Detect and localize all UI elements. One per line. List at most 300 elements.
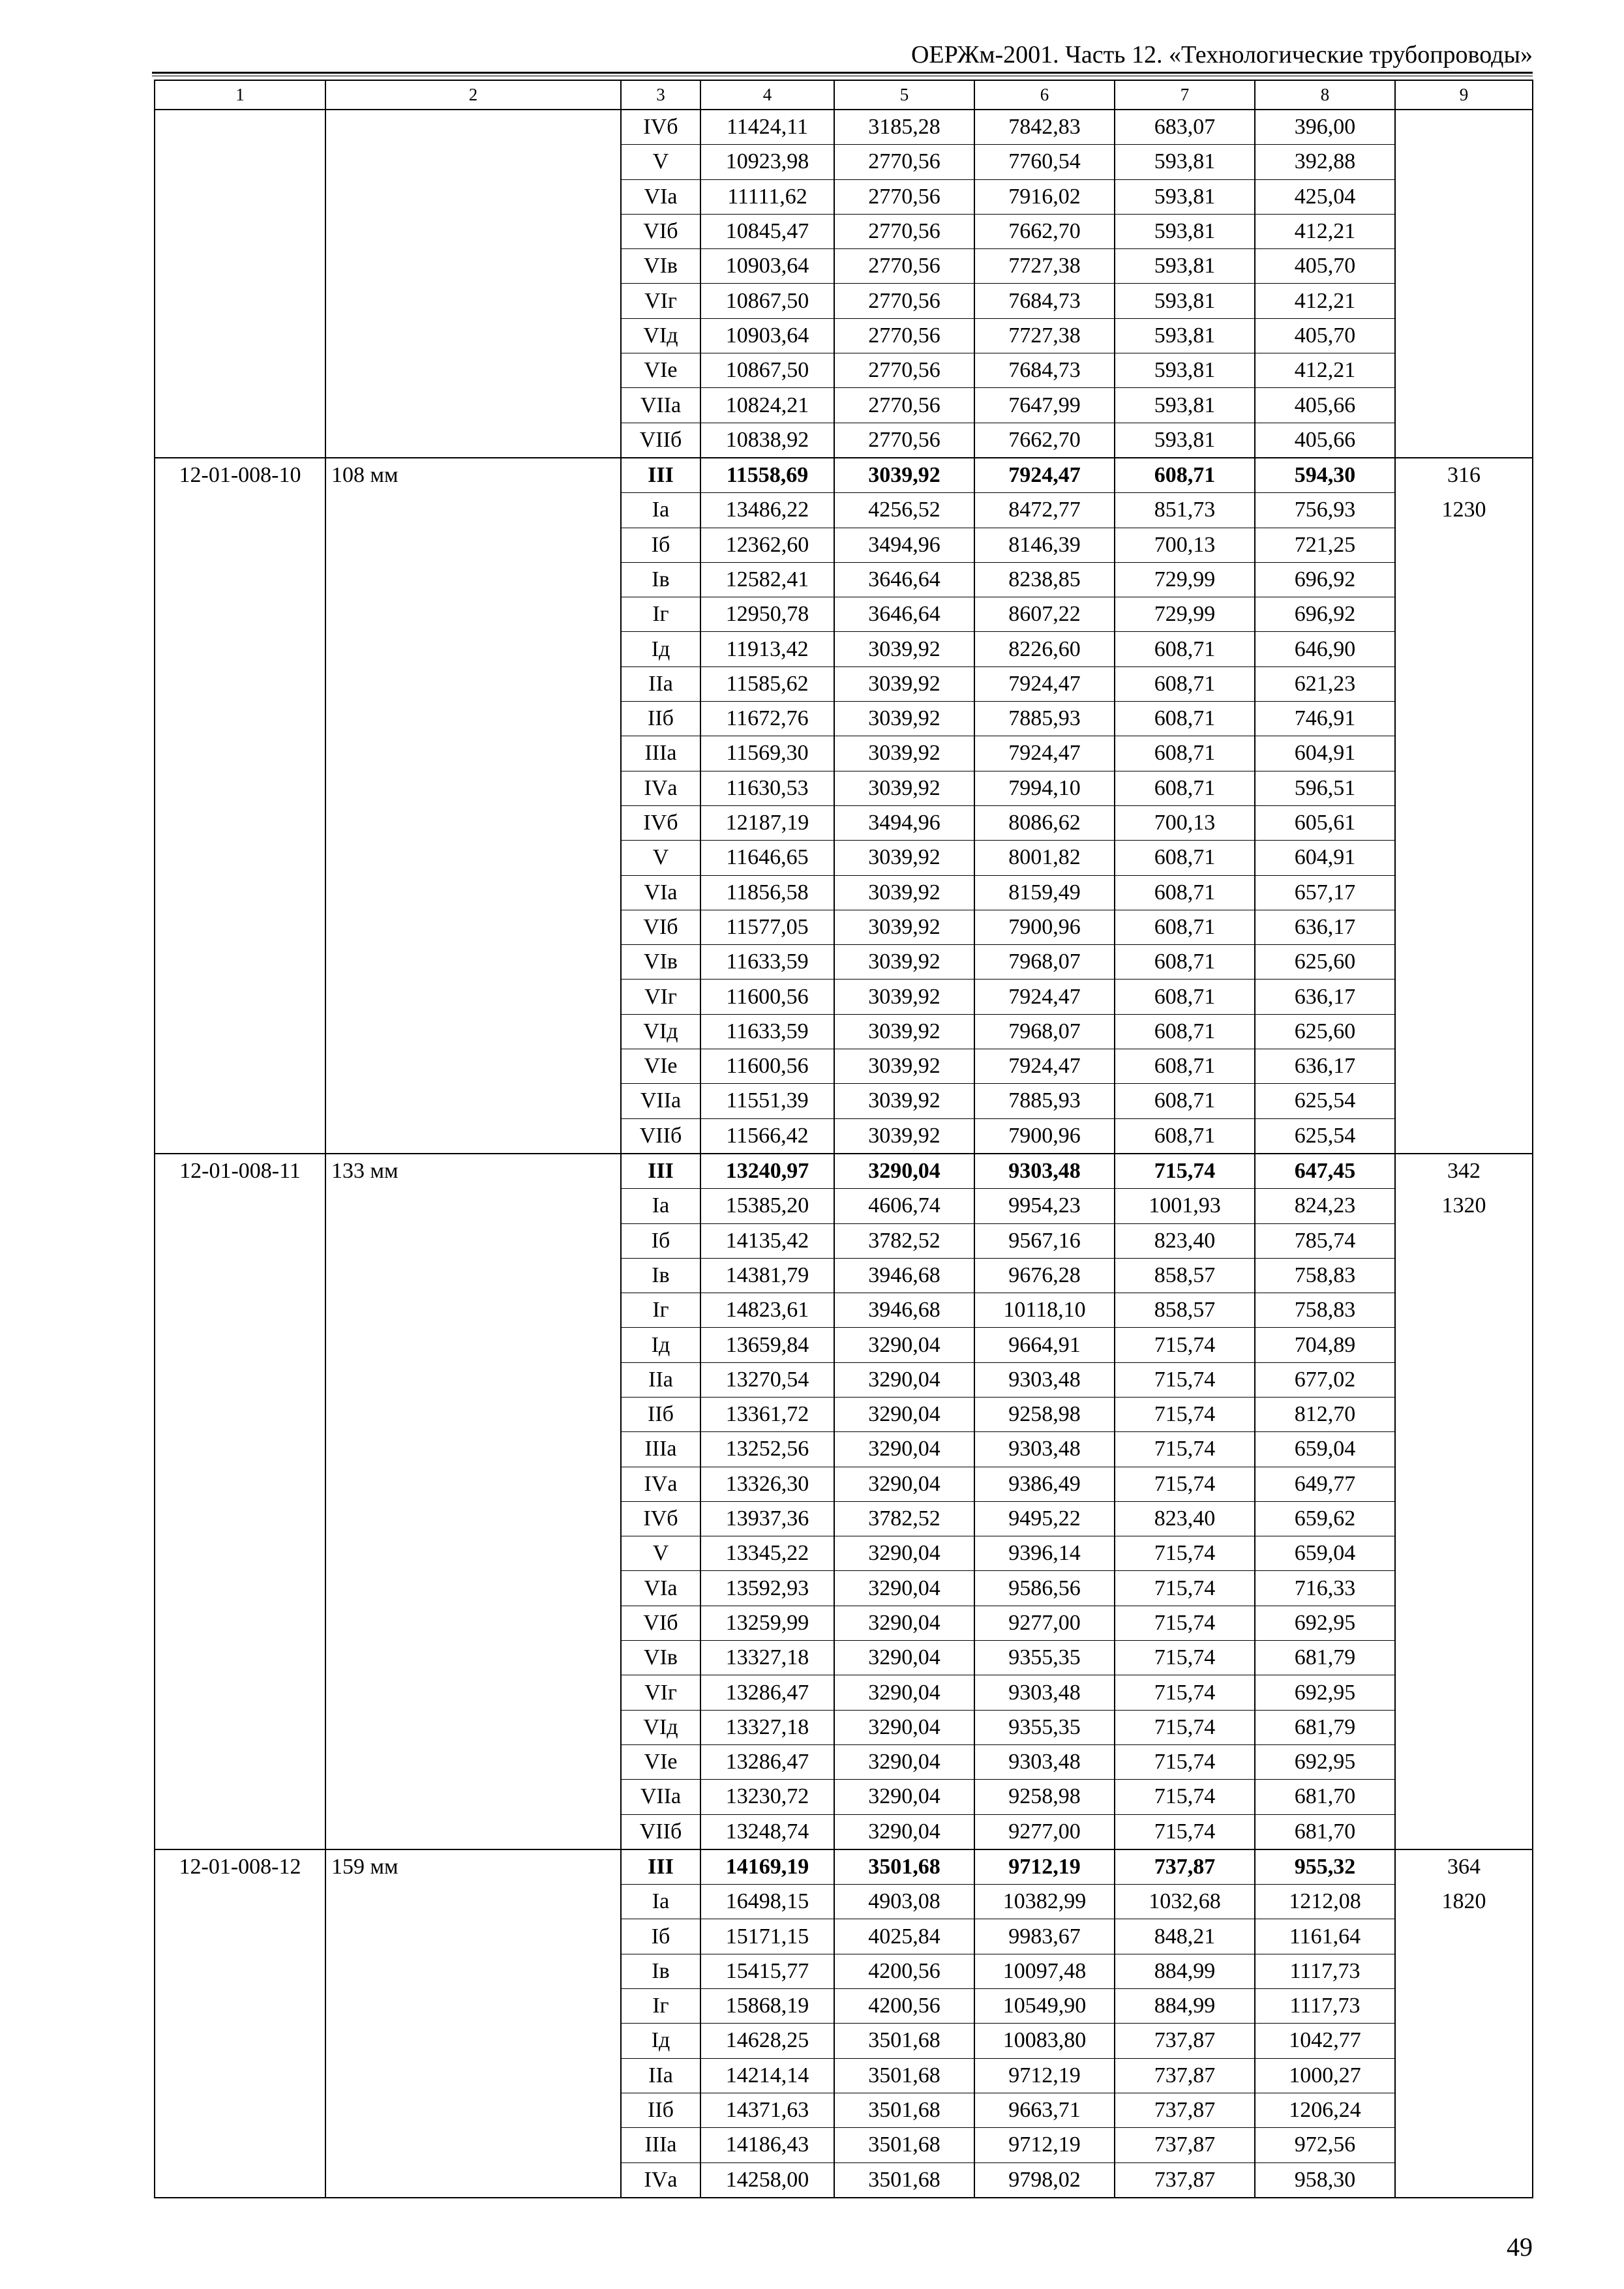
table-row [155, 318, 1533, 353]
table-row [155, 702, 1533, 736]
labor-cell [1395, 145, 1533, 179]
code-cell [155, 597, 325, 632]
table-row [155, 1084, 1533, 1118]
labor-cell [1395, 666, 1533, 701]
labor-cell [1395, 1328, 1533, 1362]
description-cell [325, 875, 621, 910]
wages-cell: 2770,56 [834, 214, 974, 248]
cost-total-cell: 12187,19 [700, 805, 834, 840]
drivers-wages-cell: 884,99 [1115, 1989, 1255, 2024]
machines-cell: 8159,49 [974, 875, 1115, 910]
code-cell [155, 1189, 325, 1223]
machines-cell: 7900,96 [974, 1118, 1115, 1154]
machines-cell: 8226,60 [974, 632, 1115, 666]
description-cell [325, 1606, 621, 1640]
materials-cell: 625,54 [1255, 1118, 1395, 1154]
wages-cell: 3494,96 [834, 528, 974, 562]
code-cell [155, 1432, 325, 1467]
description-cell [325, 1641, 621, 1675]
price-table [154, 80, 1533, 2198]
drivers-wages-cell: 608,71 [1115, 702, 1255, 736]
wages-cell: 2770,56 [834, 388, 974, 423]
drivers-wages-cell: 715,74 [1115, 1814, 1255, 1849]
table-row [155, 562, 1533, 597]
zone-cell: Iд [621, 1328, 700, 1362]
zone-cell: IVб [621, 110, 700, 145]
table-row [155, 1849, 1533, 1885]
description-cell [325, 2128, 621, 2162]
labor-cell [1395, 632, 1533, 666]
code-cell [155, 875, 325, 910]
cost-total-cell: 11600,56 [700, 1049, 834, 1084]
table-row [155, 2128, 1533, 2162]
cost-total-cell: 10923,98 [700, 145, 834, 179]
machines-cell: 9258,98 [974, 1397, 1115, 1431]
materials-cell: 392,88 [1255, 145, 1395, 179]
wages-cell: 3290,04 [834, 1780, 974, 1814]
table-row [155, 353, 1533, 388]
drivers-wages-cell: 715,74 [1115, 1641, 1255, 1675]
cost-total-cell: 11111,62 [700, 179, 834, 214]
drivers-wages-cell: 593,81 [1115, 318, 1255, 353]
materials-cell: 412,21 [1255, 353, 1395, 388]
drivers-wages-cell: 700,13 [1115, 805, 1255, 840]
materials-cell: 696,92 [1255, 597, 1395, 632]
materials-cell: 972,56 [1255, 2128, 1395, 2162]
wages-cell: 3039,92 [834, 702, 974, 736]
wages-cell: 3782,52 [834, 1223, 974, 1258]
materials-cell: 681,79 [1255, 1710, 1395, 1744]
table-row [155, 2058, 1533, 2093]
description-cell [325, 1432, 621, 1467]
zone-cell: V [621, 1536, 700, 1571]
labor-cell [1395, 388, 1533, 423]
machines-cell: 9676,28 [974, 1258, 1115, 1293]
wages-cell: 3782,52 [834, 1501, 974, 1536]
drivers-wages-cell: 737,87 [1115, 1849, 1255, 1885]
description-cell [325, 145, 621, 179]
materials-cell: 692,95 [1255, 1675, 1395, 1710]
wages-cell: 4606,74 [834, 1189, 974, 1223]
description-cell [325, 1467, 621, 1501]
labor-cell [1395, 528, 1533, 562]
machines-cell: 8607,22 [974, 597, 1115, 632]
zone-cell: VIIа [621, 1084, 700, 1118]
materials-cell: 704,89 [1255, 1328, 1395, 1362]
materials-cell: 692,95 [1255, 1606, 1395, 1640]
code-cell [155, 2024, 325, 2058]
zone-cell: IIIа [621, 1432, 700, 1467]
labor-cell [1395, 771, 1533, 805]
cost-total-cell: 10867,50 [700, 353, 834, 388]
column-header: 8 [1255, 80, 1395, 110]
wages-cell: 3039,92 [834, 458, 974, 493]
drivers-wages-cell: 608,71 [1115, 980, 1255, 1014]
zone-cell: VIв [621, 1641, 700, 1675]
materials-cell: 636,17 [1255, 980, 1395, 1014]
code-cell [155, 1084, 325, 1118]
materials-cell: 1117,73 [1255, 1989, 1395, 2024]
zone-cell: IIа [621, 666, 700, 701]
table-row [155, 1467, 1533, 1501]
machines-cell: 9303,48 [974, 1432, 1115, 1467]
wages-cell: 3290,04 [834, 1744, 974, 1779]
labor-cell [1395, 1954, 1533, 1988]
code-cell [155, 736, 325, 771]
cost-total-cell: 13659,84 [700, 1328, 834, 1362]
machines-cell: 9798,02 [974, 2162, 1115, 2198]
code-cell [155, 1885, 325, 1919]
wages-cell: 2770,56 [834, 249, 974, 284]
description-cell [325, 1571, 621, 1606]
machines-cell: 9663,71 [974, 2093, 1115, 2127]
cost-total-cell: 10845,47 [700, 214, 834, 248]
zone-cell: VIе [621, 353, 700, 388]
labor-cell [1395, 1814, 1533, 1849]
cost-total-cell: 14186,43 [700, 2128, 834, 2162]
wages-cell: 3290,04 [834, 1606, 974, 1640]
labor-cell [1395, 2058, 1533, 2093]
drivers-wages-cell: 715,74 [1115, 1571, 1255, 1606]
materials-cell: 677,02 [1255, 1362, 1395, 1397]
table-row [155, 1989, 1533, 2024]
drivers-wages-cell: 737,87 [1115, 2128, 1255, 2162]
page-number: 49 [1507, 2232, 1533, 2262]
materials-cell: 649,77 [1255, 1467, 1395, 1501]
drivers-wages-cell: 1032,68 [1115, 1885, 1255, 1919]
code-cell [155, 1467, 325, 1501]
wages-cell: 3290,04 [834, 1814, 974, 1849]
machines-cell: 8472,77 [974, 493, 1115, 528]
code-cell [155, 528, 325, 562]
zone-cell: Iа [621, 1885, 700, 1919]
labor-cell [1395, 1432, 1533, 1467]
zone-cell: Iг [621, 1293, 700, 1328]
cost-total-cell: 11569,30 [700, 736, 834, 771]
table-row [155, 1606, 1533, 1640]
code-cell [155, 1014, 325, 1049]
drivers-wages-cell: 715,74 [1115, 1328, 1255, 1362]
drivers-wages-cell: 737,87 [1115, 2162, 1255, 2198]
code-cell: 12-01-008-10 [155, 458, 325, 493]
materials-cell: 594,30 [1255, 458, 1395, 493]
code-cell [155, 1989, 325, 2024]
labor-cell [1395, 179, 1533, 214]
cost-total-cell: 13486,22 [700, 493, 834, 528]
drivers-wages-cell: 593,81 [1115, 179, 1255, 214]
cost-total-cell: 13252,56 [700, 1432, 834, 1467]
cost-total-cell: 13327,18 [700, 1641, 834, 1675]
zone-cell: VIд [621, 1014, 700, 1049]
zone-cell: Iа [621, 1189, 700, 1223]
materials-cell: 721,25 [1255, 528, 1395, 562]
zone-cell: III [621, 1154, 700, 1189]
machines-cell: 9277,00 [974, 1606, 1115, 1640]
code-cell [155, 249, 325, 284]
materials-cell: 1161,64 [1255, 1919, 1395, 1954]
description-cell [325, 736, 621, 771]
materials-cell: 758,83 [1255, 1258, 1395, 1293]
zone-cell: IIIа [621, 2128, 700, 2162]
machines-cell: 7885,93 [974, 1084, 1115, 1118]
cost-total-cell: 11600,56 [700, 980, 834, 1014]
table-row [155, 214, 1533, 248]
zone-cell: III [621, 1849, 700, 1885]
machines-cell: 8001,82 [974, 841, 1115, 875]
zone-cell: IVа [621, 1467, 700, 1501]
drivers-wages-cell: 823,40 [1115, 1223, 1255, 1258]
table-row [155, 423, 1533, 458]
table-row [155, 1397, 1533, 1431]
materials-cell: 659,04 [1255, 1536, 1395, 1571]
zone-cell: VIIб [621, 1118, 700, 1154]
labor-cell [1395, 1049, 1533, 1084]
code-cell [155, 1362, 325, 1397]
machines-cell: 9983,67 [974, 1919, 1115, 1954]
description-cell [325, 597, 621, 632]
drivers-wages-cell: 715,74 [1115, 1397, 1255, 1431]
materials-cell: 405,66 [1255, 423, 1395, 458]
wages-cell: 3290,04 [834, 1675, 974, 1710]
description-cell [325, 771, 621, 805]
wages-cell: 3185,28 [834, 110, 974, 145]
table-row [155, 110, 1533, 145]
materials-cell: 681,79 [1255, 1641, 1395, 1675]
labor-cell [1395, 841, 1533, 875]
machines-cell: 7968,07 [974, 1014, 1115, 1049]
machines-cell: 9303,48 [974, 1744, 1115, 1779]
labor-cell: 342 [1395, 1154, 1533, 1189]
machines-cell: 9712,19 [974, 1849, 1115, 1885]
description-cell [325, 1049, 621, 1084]
materials-cell: 681,70 [1255, 1780, 1395, 1814]
labor-cell [1395, 1780, 1533, 1814]
zone-cell: IIб [621, 2093, 700, 2127]
wages-cell: 3290,04 [834, 1397, 974, 1431]
description-cell [325, 1744, 621, 1779]
table-row [155, 1675, 1533, 1710]
wages-cell: 3290,04 [834, 1328, 974, 1362]
table-row [155, 179, 1533, 214]
drivers-wages-cell: 608,71 [1115, 910, 1255, 944]
code-cell [155, 1780, 325, 1814]
table-row [155, 805, 1533, 840]
cost-total-cell: 10824,21 [700, 388, 834, 423]
code-cell [155, 771, 325, 805]
cost-total-cell: 10903,64 [700, 249, 834, 284]
materials-cell: 646,90 [1255, 632, 1395, 666]
code-cell [155, 1536, 325, 1571]
description-cell [325, 1989, 621, 2024]
wages-cell: 3501,68 [834, 1849, 974, 1885]
drivers-wages-cell: 848,21 [1115, 1919, 1255, 1954]
machines-cell: 9386,49 [974, 1467, 1115, 1501]
materials-cell: 625,54 [1255, 1084, 1395, 1118]
materials-cell: 1042,77 [1255, 2024, 1395, 2058]
drivers-wages-cell: 608,71 [1115, 875, 1255, 910]
description-cell [325, 666, 621, 701]
description-cell [325, 1362, 621, 1397]
labor-cell [1395, 110, 1533, 145]
cost-total-cell: 13345,22 [700, 1536, 834, 1571]
cost-total-cell: 13937,36 [700, 1501, 834, 1536]
labor-cell [1395, 2024, 1533, 2058]
description-cell [325, 1536, 621, 1571]
materials-cell: 605,61 [1255, 805, 1395, 840]
description-cell [325, 1189, 621, 1223]
column-number-row [155, 80, 1533, 110]
machines-cell: 7727,38 [974, 318, 1115, 353]
zone-cell: Iа [621, 493, 700, 528]
cost-total-cell: 10867,50 [700, 284, 834, 318]
machines-cell: 7968,07 [974, 945, 1115, 980]
table-row [155, 1432, 1533, 1467]
drivers-wages-cell: 593,81 [1115, 284, 1255, 318]
zone-cell: Iб [621, 528, 700, 562]
materials-cell: 812,70 [1255, 1397, 1395, 1431]
table-row [155, 1814, 1533, 1849]
table-row [155, 388, 1533, 423]
zone-cell: Iв [621, 1954, 700, 1988]
description-cell [325, 1885, 621, 1919]
drivers-wages-cell: 715,74 [1115, 1780, 1255, 1814]
wages-cell: 4256,52 [834, 493, 974, 528]
description-cell [325, 945, 621, 980]
materials-cell: 657,17 [1255, 875, 1395, 910]
table-row [155, 1571, 1533, 1606]
machines-cell: 7924,47 [974, 666, 1115, 701]
machines-cell: 9258,98 [974, 1780, 1115, 1814]
code-cell [155, 1606, 325, 1640]
cost-total-cell: 11633,59 [700, 1014, 834, 1049]
description-cell [325, 910, 621, 944]
machines-cell: 9277,00 [974, 1814, 1115, 1849]
drivers-wages-cell: 715,74 [1115, 1710, 1255, 1744]
code-cell [155, 910, 325, 944]
wages-cell: 3646,64 [834, 597, 974, 632]
machines-cell: 7885,93 [974, 702, 1115, 736]
wages-cell: 3290,04 [834, 1432, 974, 1467]
cost-total-cell: 15385,20 [700, 1189, 834, 1223]
machines-cell: 9664,91 [974, 1328, 1115, 1362]
description-cell [325, 980, 621, 1014]
drivers-wages-cell: 737,87 [1115, 2024, 1255, 2058]
code-cell [155, 2058, 325, 2093]
machines-cell: 10118,10 [974, 1293, 1115, 1328]
machines-cell: 7684,73 [974, 353, 1115, 388]
materials-cell: 746,91 [1255, 702, 1395, 736]
drivers-wages-cell: 737,87 [1115, 2093, 1255, 2127]
cost-total-cell: 11577,05 [700, 910, 834, 944]
machines-cell: 8086,62 [974, 805, 1115, 840]
labor-cell [1395, 1258, 1533, 1293]
description-cell [325, 1084, 621, 1118]
materials-cell: 647,45 [1255, 1154, 1395, 1189]
drivers-wages-cell: 608,71 [1115, 458, 1255, 493]
machines-cell: 7727,38 [974, 249, 1115, 284]
labor-cell [1395, 1710, 1533, 1744]
labor-cell: 1230 [1395, 493, 1533, 528]
code-cell [155, 841, 325, 875]
wages-cell: 3501,68 [834, 2058, 974, 2093]
machines-cell: 9303,48 [974, 1154, 1115, 1189]
materials-cell: 659,04 [1255, 1432, 1395, 1467]
description-cell [325, 110, 621, 145]
cost-total-cell: 13270,54 [700, 1362, 834, 1397]
code-cell [155, 980, 325, 1014]
labor-cell [1395, 1571, 1533, 1606]
machines-cell: 7842,83 [974, 110, 1115, 145]
labor-cell [1395, 1501, 1533, 1536]
code-cell [155, 493, 325, 528]
table-row [155, 841, 1533, 875]
description-cell [325, 841, 621, 875]
labor-cell: 364 [1395, 1849, 1533, 1885]
machines-cell: 7924,47 [974, 980, 1115, 1014]
machines-cell: 9355,35 [974, 1710, 1115, 1744]
zone-cell: Iб [621, 1223, 700, 1258]
code-cell [155, 1258, 325, 1293]
code-cell [155, 1397, 325, 1431]
labor-cell [1395, 2093, 1533, 2127]
drivers-wages-cell: 608,71 [1115, 945, 1255, 980]
materials-cell: 758,83 [1255, 1293, 1395, 1328]
drivers-wages-cell: 593,81 [1115, 353, 1255, 388]
code-cell [155, 702, 325, 736]
code-cell [155, 1814, 325, 1849]
labor-cell [1395, 1362, 1533, 1397]
materials-cell: 716,33 [1255, 1571, 1395, 1606]
table-row [155, 1258, 1533, 1293]
zone-cell: VIе [621, 1049, 700, 1084]
code-cell: 12-01-008-12 [155, 1849, 325, 1885]
description-cell [325, 249, 621, 284]
labor-cell [1395, 1084, 1533, 1118]
table-row [155, 771, 1533, 805]
wages-cell: 3946,68 [834, 1258, 974, 1293]
labor-cell [1395, 910, 1533, 944]
zone-cell: Iд [621, 632, 700, 666]
code-cell [155, 1919, 325, 1954]
table-row [155, 1049, 1533, 1084]
labor-cell [1395, 980, 1533, 1014]
description-cell [325, 1223, 621, 1258]
wages-cell: 3501,68 [834, 2024, 974, 2058]
materials-cell: 412,21 [1255, 284, 1395, 318]
cost-total-cell: 13248,74 [700, 1814, 834, 1849]
drivers-wages-cell: 683,07 [1115, 110, 1255, 145]
wages-cell: 4903,08 [834, 1885, 974, 1919]
labor-cell [1395, 353, 1533, 388]
materials-cell: 955,32 [1255, 1849, 1395, 1885]
labor-cell [1395, 423, 1533, 458]
description-cell [325, 1710, 621, 1744]
wages-cell: 3039,92 [834, 666, 974, 701]
cost-total-cell: 10903,64 [700, 318, 834, 353]
column-header: 2 [325, 80, 621, 110]
materials-cell: 596,51 [1255, 771, 1395, 805]
table-row [155, 249, 1533, 284]
materials-cell: 604,91 [1255, 736, 1395, 771]
zone-cell: III [621, 458, 700, 493]
drivers-wages-cell: 715,74 [1115, 1744, 1255, 1779]
machines-cell: 7916,02 [974, 179, 1115, 214]
table-row [155, 458, 1533, 493]
drivers-wages-cell: 715,74 [1115, 1432, 1255, 1467]
code-cell [155, 666, 325, 701]
code-cell [155, 1675, 325, 1710]
code-cell [155, 562, 325, 597]
